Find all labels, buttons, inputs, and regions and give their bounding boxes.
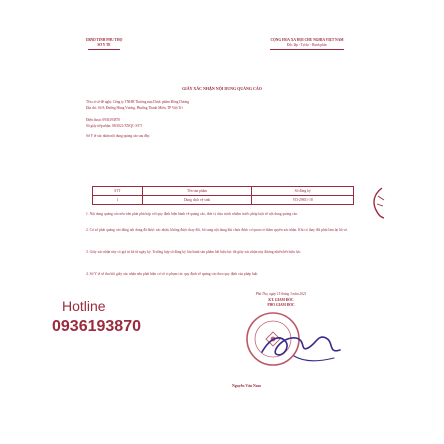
- intro-line: Địa chỉ: Số 8, Đường Hùng Vương, Phường Thanh Miếu, TP Việt Trì: [86, 106, 183, 110]
- table-header-cell: Số đăng ký: [252, 187, 354, 196]
- agency-name: UBND TỈNH PHÚ THỌ: [85, 38, 123, 42]
- table-header-cell: STT: [93, 187, 143, 196]
- product-table: [92, 186, 354, 205]
- national-motto: CỘNG HOÀ XÃ HỘI CHỦ NGHĨA VIỆT NAM: [270, 38, 344, 42]
- seal-mark-icon: [368, 186, 388, 220]
- intro-line: Tên cơ sở đề nghị: Công ty TNHH Thương mại Dược phẩm Đông Dương: [86, 100, 189, 104]
- body-paragraph: 2. Cơ sở phải quảng cáo đúng nội dung đã được xác nhận, không được thay đổi, bổ sung nội dung khi chưa được cơ quan có thẩm quyền xác nhận. Khi có thay đổi phải làm lại hồ sơ.: [86, 228, 348, 232]
- table-cell: 1: [93, 196, 143, 205]
- table-cell: Dung dịch vệ sinh: [142, 196, 252, 205]
- table-row: [93, 196, 354, 205]
- table-header-row: [93, 187, 354, 196]
- table-cell: VD-29851-18: [252, 196, 354, 205]
- header-right-rule: [270, 49, 344, 50]
- header-left-rule: [88, 49, 120, 50]
- intro-line: Sở Y tế xác nhận nội dung quảng cáo sau đây:: [86, 134, 151, 138]
- signer-subtitle: PHÓ GIÁM ĐỐC: [267, 303, 295, 307]
- document-title: GIẤY XÁC NHẬN NỘI DUNG QUẢNG CÁO: [182, 86, 262, 91]
- hotline-number: 0936193870: [52, 318, 141, 335]
- table-header-cell: Tên sản phẩm: [142, 187, 252, 196]
- body-paragraph: 4. Sở Y tế sẽ thu hồi giấy xác nhận nếu phát hiện cơ sở vi phạm các quy định về quảng cáo theo quy định của pháp luật.: [86, 272, 259, 276]
- intro-line: Điện thoại: 0936193870: [86, 118, 120, 122]
- body-paragraph: 1. Nội dung quảng cáo nêu trên phải phù hợp với quy định hiện hành về quảng cáo, đơn vị chịu trách nhiệm trước pháp luật về nội dung quảng cáo.: [86, 212, 299, 216]
- department-name: SỞ Y TẾ: [97, 43, 111, 47]
- national-slogan: Độc lập - Tự do - Hạnh phúc: [286, 43, 328, 47]
- date-line: Phú Thọ, ngày 15 tháng 3 năm 2021: [255, 292, 307, 296]
- signer-title: KT. GIÁM ĐỐC: [268, 298, 294, 302]
- intro-line: Số giấy tiếp nhận: 08/2021/XNQC-SYT: [86, 124, 143, 128]
- body-paragraph: 3. Giấy xác nhận này có giá trị kể từ ngày ký. Trường hợp số đăng ký lưu hành sản phẩm hết hiệu lực thì giấy xác nhận này đương nhiên hết hiệu lực.: [86, 250, 302, 254]
- hotline-label: Hotline: [62, 298, 106, 314]
- signer-name: Nguyễn Văn Nam: [232, 384, 261, 388]
- signature-icon: [256, 318, 352, 374]
